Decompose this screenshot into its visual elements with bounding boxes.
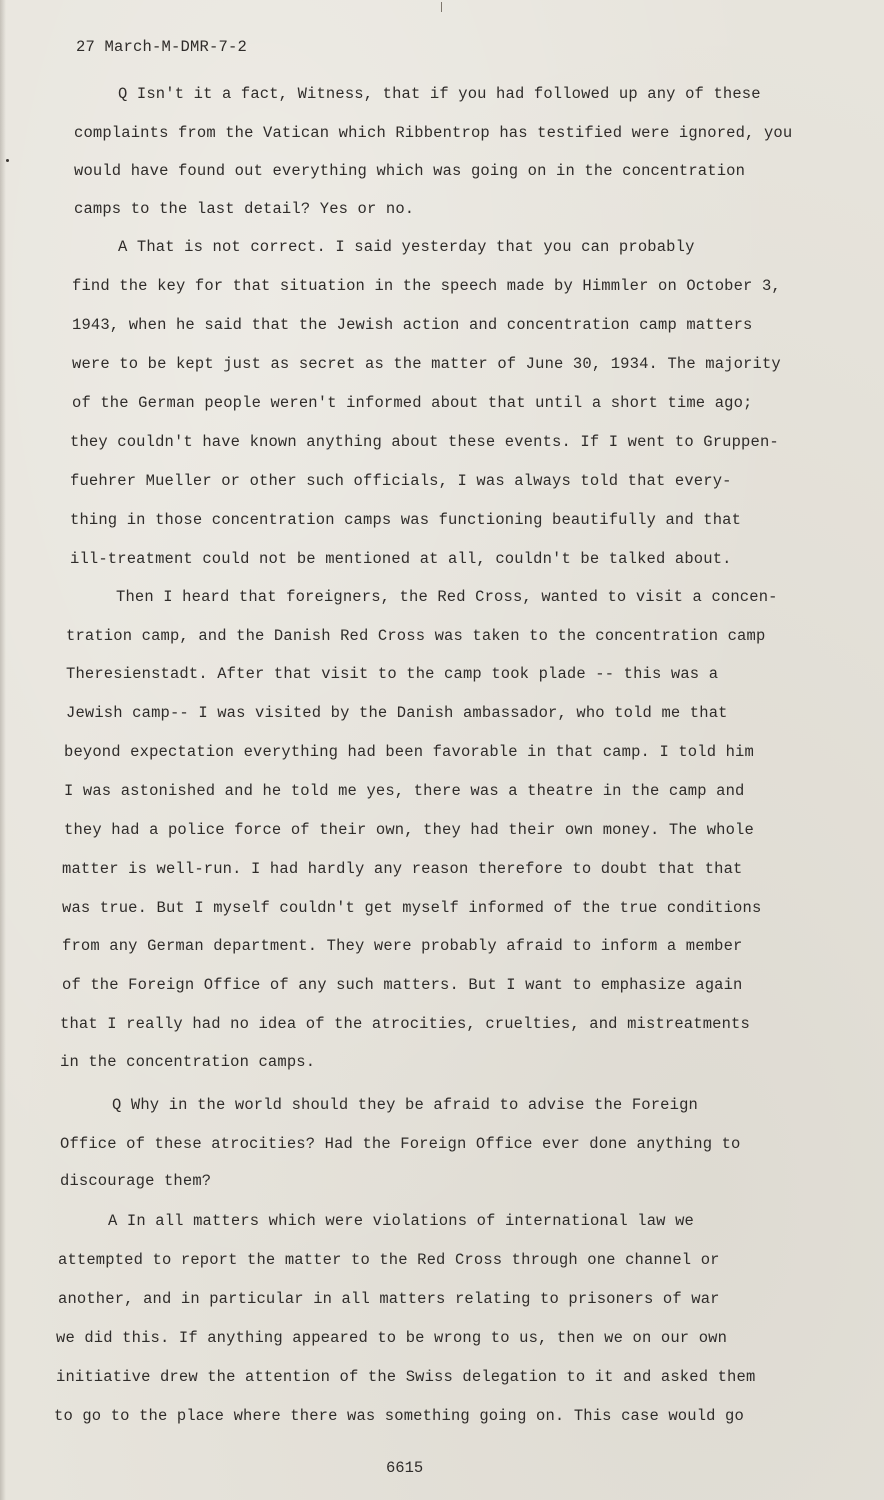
text-line: of the Foreign Office of any such matters. But I want to emphasize again [62,976,743,994]
text-line: fuehrer Mueller or other such officials, I was always told that every- [70,472,732,490]
text-line: initiative drew the attention of the Swiss delegation to it and asked them [56,1368,756,1386]
text-line: Q Why in the world should they be afraid to advise the Foreign [112,1096,698,1114]
text-line: find the key for that situation in the speech made by Himmler on October 3, [72,277,781,295]
page-number: 6615 [386,1459,424,1477]
page-edge-shadow [0,0,6,1500]
page-mark [441,2,442,12]
text-line: I was astonished and he told me yes, there was a theatre in the camp and [64,782,745,800]
document-header: 27 March-M-DMR-7-2 [76,38,248,56]
text-line: tration camp, and the Danish Red Cross was taken to the concentration camp [66,627,766,645]
text-line: Jewish camp-- I was visited by the Danish ambassador, who told me that [66,704,728,722]
text-line: to go to the place where there was something going on. This case would go [54,1407,744,1425]
text-line: from any German department. They were probably afraid to inform a member [62,937,743,955]
text-line: attempted to report the matter to the Red Cross through one channel or [58,1251,720,1269]
text-line: that I really had no idea of the atrocities, cruelties, and mistreatments [60,1015,750,1033]
text-line: camps to the last detail? Yes or no. [74,200,415,218]
text-line: Theresienstadt. After that visit to the camp took plade -- this was a [66,665,719,683]
text-line: would have found out everything which was going on in the concentration [74,162,746,180]
text-line: they couldn't have known anything about these events. If I went to Gruppen- [70,433,779,451]
text-line: ill-treatment could not be mentioned at all, couldn't be talked about. [70,550,732,568]
margin-mark [6,159,9,162]
text-line: were to be kept just as secret as the matter of June 30, 1934. The majority [72,355,781,373]
text-line: another, and in particular in all matters relating to prisoners of war [58,1290,720,1308]
text-line: discourage them? [60,1172,212,1190]
text-line: beyond expectation everything had been favorable in that camp. I told him [64,743,754,761]
text-line: we did this. If anything appeared to be wrong to us, then we on our own [56,1329,728,1347]
text-line: A In all matters which were violations of international law we [108,1212,694,1230]
text-line: thing in those concentration camps was functioning beautifully and that [70,511,742,529]
text-line: Office of these atrocities? Had the Foreign Office ever done anything to [60,1135,741,1153]
text-line: of the German people weren't informed about that until a short time ago; [72,394,753,412]
text-line: was true. But I myself couldn't get myself informed of the true conditions [62,899,762,917]
text-line: A That is not correct. I said yesterday that you can probably [118,238,695,256]
text-line: complaints from the Vatican which Ribbentrop has testified were ignored, you [74,124,793,142]
text-line: matter is well-run. I had hardly any reason therefore to doubt that that [62,860,743,878]
text-line: they had a police force of their own, they had their own money. The whole [64,821,754,839]
text-line: 1943, when he said that the Jewish action and concentration camp matters [72,316,753,334]
text-line: Q Isn't it a fact, Witness, that if you had followed up any of these [118,85,761,103]
text-line: Then I heard that foreigners, the Red Cross, wanted to visit a concen- [116,588,778,606]
text-line: in the concentration camps. [60,1053,316,1071]
